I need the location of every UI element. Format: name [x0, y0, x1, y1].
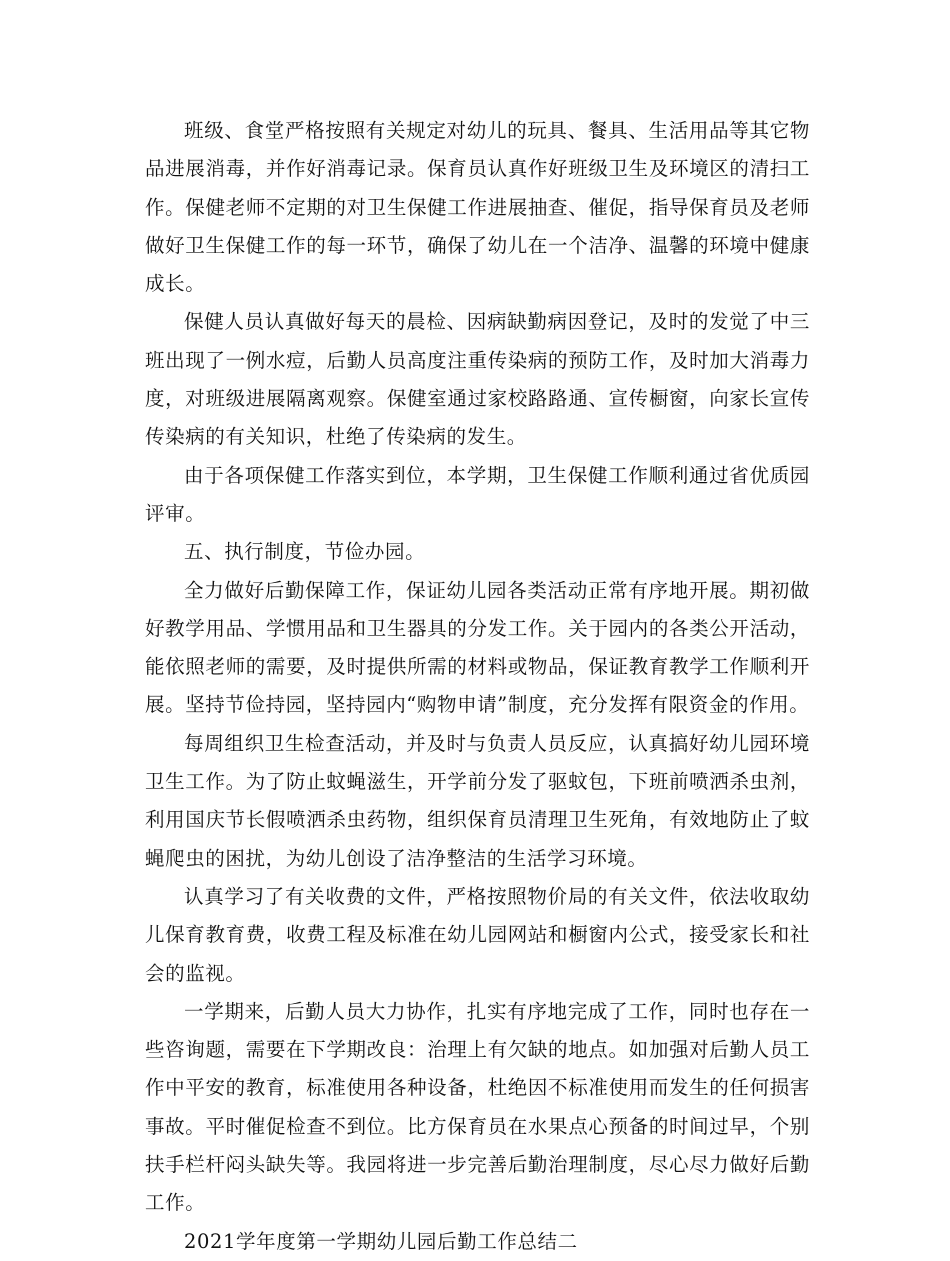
paragraph-fee-policy: 认真学习了有关收费的文件，严格按照物价局的有关文件，依法收取幼儿保育教育费，收费工程及标准在幼儿园网站和橱窗内公式，接受家长和社会的监视。 — [145, 884, 810, 985]
paragraph-health-inspection: 保健人员认真做好每天的晨检、因病缺勤病因登记，及时的发觉了中三班出现了一例水痘，后勤人员高度注重传染病的预防工作，及时加大消毒力度，对班级进展隔离观察。保健室通过家校路路通、宣传橱窗，向家长宣传传染病的有关知识，杜绝了传染病的发生。 — [145, 310, 810, 449]
document-subtitle: 2021学年度第一学期幼儿园后勤工作总结二 — [184, 1229, 578, 1253]
paragraph-semester-review: 一学期来，后勤人员大力协作，扎实有序地完成了工作，同时也存在一些咨询题，需要在下学期改良：治理上有欠缺的地点。如加强对后勤人员工作中平安的教育，标准使用各种设备，杜绝因不标准使用而发生的任何损害事故。平时催促检查不到位。比方保育员在水果点心预备的时间过早，个别扶手栏杆闷头缺失等。我园将进一步完善后勤治理制度，尽心尽力做好后勤工作。 — [145, 999, 810, 1215]
paragraph-hygiene-disinfection: 班级、食堂严格按照有关规定对幼儿的玩具、餐具、生活用品等其它物品进展消毒，并作好消毒记录。保育员认真作好班级卫生及环境区的清扫工作。保健老师不定期的对卫生保健工作进展抽查、催促，指导保育员及老师做好卫生保健工作的每一环节，确保了幼儿在一个洁净、温馨的环境中健康成长。 — [145, 119, 810, 296]
paragraph-health-review: 由于各项保健工作落实到位，本学期，卫生保健工作顺利通过省优质园评审。 — [145, 463, 810, 525]
document-body — [145, 112, 810, 1261]
paragraph-weekly-inspection: 每周组织卫生检查活动，并及时与负责人员反应，认真搞好幼儿园环境卫生工作。为了防止蚊蝇滋生，开学前分发了驱蚊包，下班前喷洒杀虫剂，利用国庆节长假喷洒杀虫药物，组织保育员清理卫生死角，有效地防止了蚊蝇爬虫的困扰，为幼儿创设了洁净整洁的生活学习环境。 — [145, 731, 810, 870]
paragraph-logistics-support: 全力做好后勤保障工作，保证幼儿园各类活动正常有序地开展。期初做好教学用品、学惯用品和卫生器具的分发工作。关于园内的各类公开活动，能依照老师的需要，及时提供所需的材料或物品，保证教育教学工作顺利开展。坚持节俭持园，坚持园内“购物申请”制度，充分发挥有限资金的作用。 — [145, 578, 810, 717]
section-heading-five: 五、执行制度，节俭办园。 — [184, 540, 426, 564]
